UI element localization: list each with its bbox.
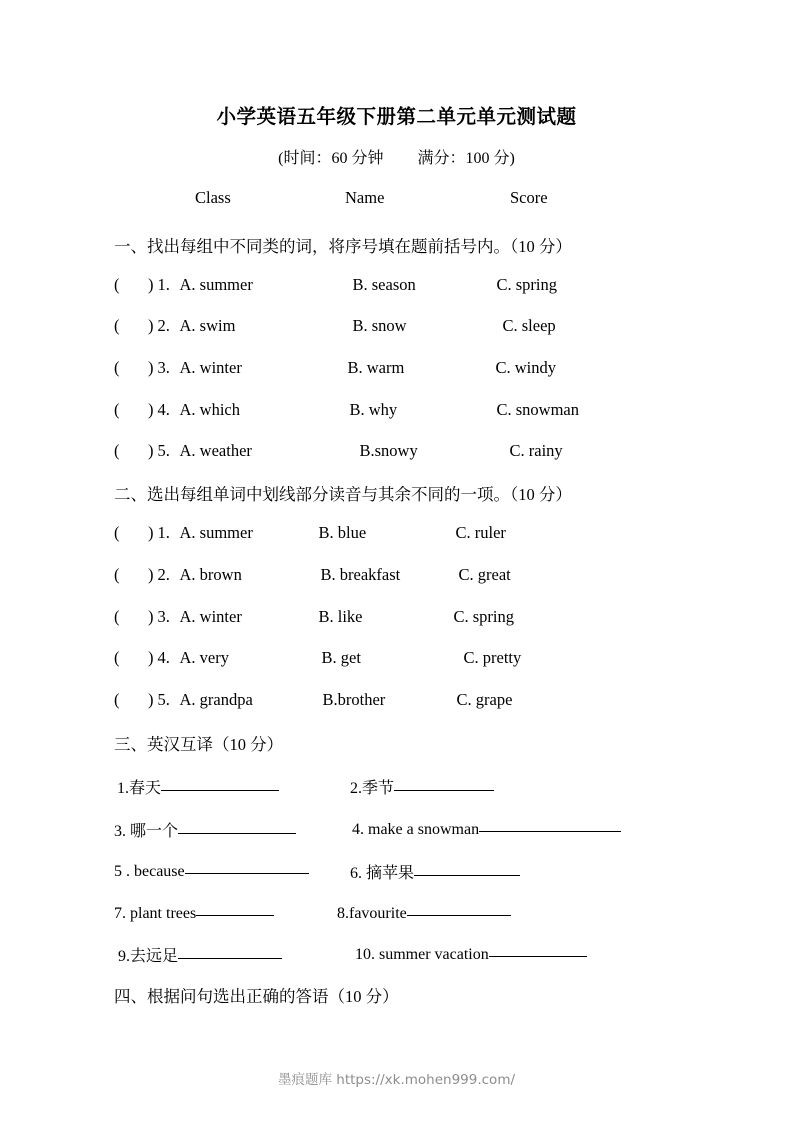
translation-prompt: 5 . because: [114, 863, 185, 880]
answer-bracket[interactable]: ( ): [114, 648, 154, 667]
question-number: 3.: [157, 358, 170, 377]
question-row[interactable]: [114, 400, 579, 420]
question-number: 1.: [157, 523, 170, 542]
option-b[interactable]: B. snow: [352, 316, 407, 335]
watermark: 墨痕题库 https://xk.mohen999.com/: [277, 1072, 516, 1088]
translation-prompt: 8.favourite: [337, 905, 407, 922]
translation-prompt: 6. 摘苹果: [350, 865, 415, 882]
option-c[interactable]: C. grape: [456, 690, 513, 709]
question-row[interactable]: [114, 275, 557, 295]
page-title: 小学英语五年级下册第二单元单元测试题: [216, 107, 577, 128]
question-number: 3.: [157, 607, 170, 626]
option-a[interactable]: A. very: [179, 648, 229, 667]
name-label: Name: [345, 188, 385, 207]
translation-row[interactable]: [114, 860, 309, 881]
answer-bracket[interactable]: ( ): [114, 523, 154, 542]
question-row[interactable]: [114, 316, 556, 336]
question-number: 5.: [157, 690, 170, 709]
answer-bracket[interactable]: ( ): [114, 690, 154, 709]
option-b[interactable]: B. blue: [318, 523, 367, 542]
translation-row[interactable]: [337, 902, 511, 923]
question-row[interactable]: [114, 441, 563, 461]
answer-blank[interactable]: [178, 820, 296, 834]
option-b[interactable]: B.snowy: [359, 441, 418, 460]
answer-bracket[interactable]: ( ): [114, 400, 154, 419]
option-c[interactable]: C. snowman: [496, 400, 579, 419]
answer-blank[interactable]: [178, 945, 282, 959]
option-a[interactable]: A. brown: [179, 565, 242, 584]
option-c[interactable]: C. sleep: [502, 316, 556, 335]
translation-row[interactable]: [118, 943, 282, 966]
option-b[interactable]: B. season: [352, 275, 416, 294]
translation-row[interactable]: [350, 775, 494, 798]
question-row[interactable]: [114, 523, 506, 543]
question-row[interactable]: [114, 358, 556, 378]
answer-blank[interactable]: [161, 777, 279, 791]
question-number: 2.: [157, 565, 170, 584]
translation-prompt: 3. 哪一个: [114, 823, 179, 840]
translation-row[interactable]: [117, 775, 279, 798]
option-a[interactable]: A. swim: [179, 316, 236, 335]
answer-bracket[interactable]: ( ): [114, 358, 154, 377]
question-number: 4.: [157, 648, 170, 667]
section-1-heading: 一、找出每组中不同类的词，将序号填在题前括号内。（10 分）: [114, 237, 572, 256]
option-c[interactable]: C. spring: [496, 275, 558, 294]
translation-prompt: 1.春天: [117, 780, 162, 797]
option-a[interactable]: A. weather: [179, 441, 252, 460]
answer-blank[interactable]: [407, 902, 511, 916]
answer-blank[interactable]: [489, 943, 587, 957]
translation-prompt: 2.季节: [350, 780, 395, 797]
translation-row[interactable]: [114, 902, 274, 923]
question-row[interactable]: [114, 690, 512, 710]
question-number: 1.: [157, 275, 170, 294]
answer-bracket[interactable]: ( ): [114, 565, 154, 584]
option-b[interactable]: B. why: [349, 400, 398, 419]
answer-blank[interactable]: [479, 818, 621, 832]
time-label: (时间：60 分钟: [278, 150, 384, 167]
translation-prompt: 10. summer vacation: [355, 946, 489, 963]
option-c[interactable]: C. windy: [495, 358, 557, 377]
translation-prompt: 9.去远足: [118, 948, 179, 965]
answer-bracket[interactable]: ( ): [114, 275, 154, 294]
answer-bracket[interactable]: ( ): [114, 316, 154, 335]
option-c[interactable]: C. rainy: [509, 441, 563, 460]
option-a[interactable]: A. summer: [179, 275, 253, 294]
class-label: Class: [195, 188, 231, 207]
option-b[interactable]: B.brother: [322, 690, 386, 709]
option-a[interactable]: A. grandpa: [179, 690, 253, 709]
option-b[interactable]: B. warm: [347, 358, 405, 377]
question-number: 4.: [157, 400, 170, 419]
answer-bracket[interactable]: ( ): [114, 441, 154, 460]
option-c[interactable]: C. great: [458, 565, 511, 584]
option-b[interactable]: B. get: [321, 648, 361, 667]
question-number: 5.: [157, 441, 170, 460]
question-row[interactable]: [114, 607, 514, 627]
score-label: Score: [510, 188, 548, 207]
answer-blank[interactable]: [414, 862, 520, 876]
option-c[interactable]: C. ruler: [455, 523, 506, 542]
section-3-heading: 三、英汉互译（10 分）: [114, 735, 284, 754]
question-number: 2.: [157, 316, 170, 335]
answer-blank[interactable]: [185, 860, 309, 874]
section-4-heading: 四、根据问句选出正确的答语（10 分）: [114, 987, 399, 1006]
question-row[interactable]: [114, 648, 521, 668]
answer-blank[interactable]: [196, 902, 274, 916]
translation-row[interactable]: [352, 818, 621, 839]
option-a[interactable]: A. summer: [179, 523, 253, 542]
option-b[interactable]: B. like: [318, 607, 363, 626]
translation-row[interactable]: [350, 860, 520, 883]
answer-blank[interactable]: [394, 777, 494, 791]
answer-bracket[interactable]: ( ): [114, 607, 154, 626]
option-a[interactable]: A. winter: [179, 358, 242, 377]
exam-meta-line: [0, 145, 793, 168]
translation-row[interactable]: [114, 818, 296, 841]
translation-prompt: 4. make a snowman: [352, 821, 480, 838]
option-c[interactable]: C. pretty: [463, 648, 522, 667]
option-a[interactable]: A. which: [179, 400, 240, 419]
option-a[interactable]: A. winter: [179, 607, 242, 626]
option-b[interactable]: B. breakfast: [320, 565, 401, 584]
section-2-heading: 二、选出每组单词中划线部分读音与其余不同的一项。（10 分）: [114, 485, 572, 504]
option-c[interactable]: C. spring: [453, 607, 515, 626]
student-info-row: [195, 188, 615, 208]
translation-row[interactable]: [355, 943, 587, 964]
translation-prompt: 7. plant trees: [114, 905, 197, 922]
question-row[interactable]: [114, 565, 511, 585]
total-score-label: 满分：100 分): [417, 150, 515, 167]
